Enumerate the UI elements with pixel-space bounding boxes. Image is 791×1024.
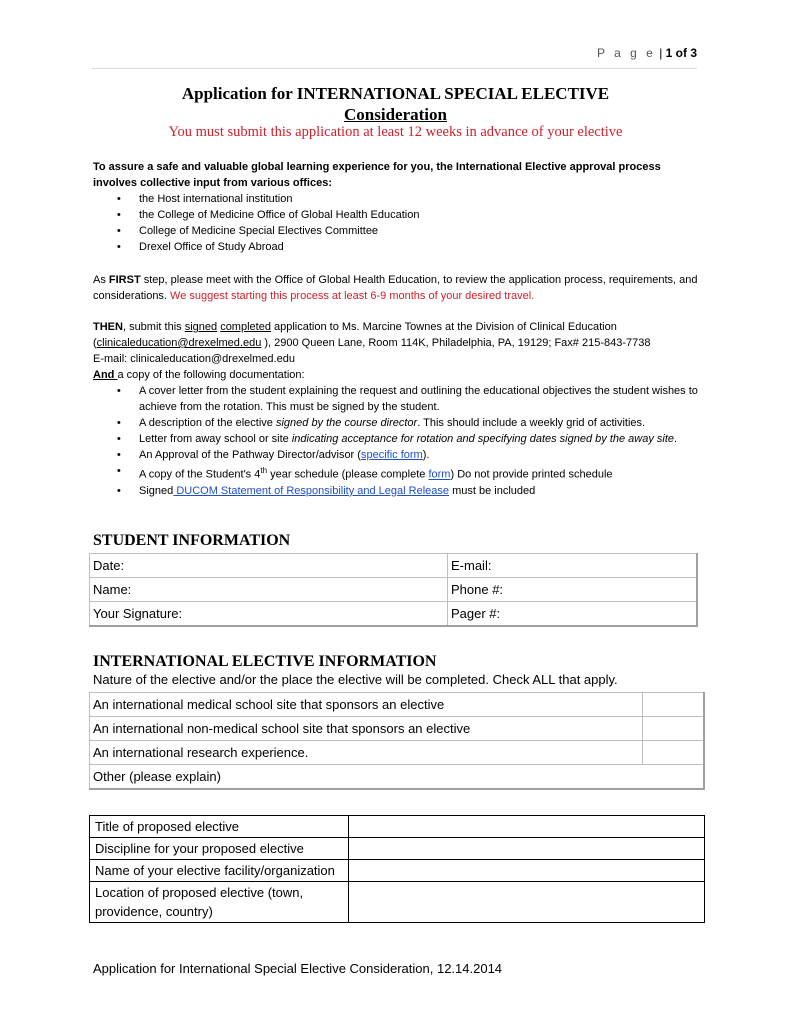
office-item: • the Host international institution bbox=[117, 193, 293, 205]
date-field[interactable]: Date: bbox=[90, 554, 448, 578]
office-item: • the College of Medicine Office of Global Health Education bbox=[117, 209, 420, 221]
email-line: E-mail: clinicaleducation@drexelmed.edu bbox=[93, 353, 295, 365]
first-label: FIRST bbox=[108, 274, 141, 286]
intro-section bbox=[93, 159, 703, 255]
suggestion-note: We suggest starting this process at least 6-9 months of your desired travel. bbox=[167, 290, 535, 302]
table-row bbox=[90, 554, 698, 578]
table-row bbox=[90, 741, 705, 765]
clinical-education-email-link[interactable]: clinicaleducation@drexelmed.edu bbox=[96, 337, 262, 349]
then-step-section bbox=[93, 319, 703, 499]
field-label: Title of proposed elective bbox=[90, 816, 349, 838]
page-separator: | bbox=[659, 46, 663, 60]
schedule-form-link[interactable]: form bbox=[428, 468, 451, 481]
table-row bbox=[90, 765, 705, 790]
table-row bbox=[90, 882, 705, 923]
name-field[interactable]: Name: bbox=[90, 578, 448, 602]
field-label: Location of proposed elective (town, providence, country) bbox=[90, 882, 349, 923]
elective-nature-instructions: Nature of the elective and/or the place the elective will be completed. Check ALL that apply. bbox=[93, 672, 618, 687]
page-label: P a g e bbox=[597, 46, 656, 60]
page-number: 1 of 3 bbox=[665, 46, 697, 60]
document-title-consideration: Consideration bbox=[344, 105, 447, 124]
elective-info-heading: INTERNATIONAL ELECTIVE INFORMATION bbox=[93, 653, 437, 670]
office-item: • College of Medicine Special Electives Committee bbox=[117, 225, 379, 237]
option-checkbox-cell[interactable] bbox=[643, 717, 705, 741]
field-label: Discipline for your proposed elective bbox=[90, 838, 349, 860]
specific-form-link[interactable]: specific form bbox=[360, 449, 423, 461]
facility-input[interactable] bbox=[349, 860, 705, 882]
doc-item-statement: • Signed DUCOM Statement of Responsibility and Legal Release must be included bbox=[117, 484, 536, 497]
then-label: THEN bbox=[93, 321, 123, 333]
documentation-intro: And a copy of the following documentation: bbox=[93, 369, 305, 381]
doc-item-letter: • Letter from away school or site indicating acceptance for rotation and specifying dates signed by the away site. bbox=[117, 433, 678, 445]
doc-item-approval: • An Approval of the Pathway Director/advisor (specific form). bbox=[117, 449, 430, 461]
option-checkbox-cell[interactable] bbox=[643, 693, 705, 717]
phone-field[interactable]: Phone #: bbox=[448, 578, 698, 602]
discipline-input[interactable] bbox=[349, 838, 705, 860]
page-header bbox=[0, 46, 697, 60]
doc-item-schedule: • A copy of the Student's 4th year schedule (please complete form) Do not provide printed schedule bbox=[117, 465, 613, 481]
header-rule bbox=[92, 68, 697, 69]
table-row bbox=[90, 717, 705, 741]
table-row bbox=[90, 860, 705, 882]
intro-text: To assure a safe and valuable global learning experience for you, the International Elective approval process involves collective input from various offices: bbox=[93, 161, 661, 189]
title-input[interactable] bbox=[349, 816, 705, 838]
ducom-statement-link[interactable]: DUCOM Statement of Responsibility and Legal Release bbox=[173, 484, 450, 497]
option-checkbox-cell[interactable] bbox=[643, 741, 705, 765]
doc-item-cover-letter: • A cover letter from the student explaining the request and outlining the educational objectives the student wishes to achieve from the rotation. This must be signed by the student. bbox=[117, 385, 698, 413]
student-info-table bbox=[89, 553, 698, 627]
doc-item-description: • A description of the elective signed by the course director. This should include a weekly grid of activities. bbox=[117, 417, 646, 429]
deadline-notice: You must submit this application at least 12 weeks in advance of your elective bbox=[168, 124, 623, 140]
first-step-paragraph: As FIRST step, please meet with the Office of Global Health Education, to review the application process, requirements, and considerations. We suggest starting this process at least 6-9 months of your desired travel. bbox=[93, 274, 698, 302]
option-label: An international non-medical school site that sponsors an elective bbox=[90, 717, 643, 741]
document-title: Application for INTERNATIONAL SPECIAL ELECTIVE bbox=[181, 84, 610, 103]
other-explain-field[interactable]: Other (please explain) bbox=[90, 765, 705, 790]
table-row bbox=[90, 838, 705, 860]
option-label: An international research experience. bbox=[90, 741, 643, 765]
option-label: An international medical school site that sponsors an elective bbox=[90, 693, 643, 717]
field-label: Name of your elective facility/organization bbox=[90, 860, 349, 882]
student-info-heading: STUDENT INFORMATION bbox=[93, 532, 291, 549]
signature-field[interactable]: Your Signature: bbox=[90, 602, 448, 627]
elective-nature-table bbox=[89, 692, 705, 790]
table-row bbox=[90, 602, 698, 627]
elective-details-table bbox=[89, 815, 705, 923]
email-field[interactable]: E-mail: bbox=[448, 554, 698, 578]
location-input[interactable] bbox=[349, 882, 705, 923]
then-paragraph: THEN, submit this signed completed application to Ms. Marcine Townes at the Division of Clinical Education (clinicaleducation@drexelmed.edu ), 2900 Queen Lane, Room 114K, Philadelphia, PA, 19129; Fax# 215-843-7738 bbox=[93, 321, 651, 349]
page-footer: Application for International Special Elective Consideration, 12.14.2014 bbox=[93, 961, 503, 976]
table-row bbox=[90, 693, 705, 717]
office-item: • Drexel Office of Study Abroad bbox=[117, 241, 284, 253]
pager-field[interactable]: Pager #: bbox=[448, 602, 698, 627]
table-row bbox=[90, 578, 698, 602]
table-row bbox=[90, 816, 705, 838]
